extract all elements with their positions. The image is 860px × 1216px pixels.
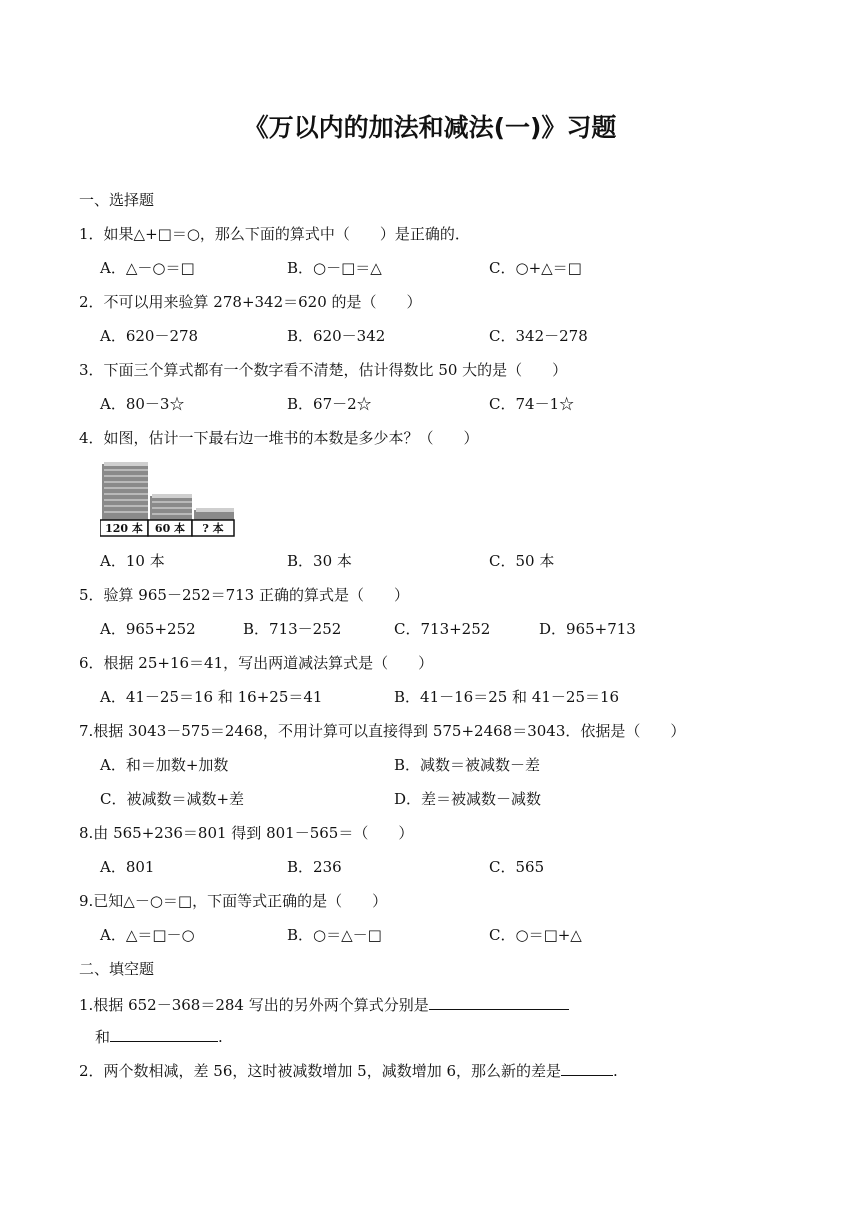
section-heading-fill: 二、填空题: [79, 960, 155, 978]
q3-option-b: B．67－2☆: [287, 395, 372, 413]
q3-option-c: C．74－1☆: [489, 395, 575, 413]
q8-option-a: A．801: [100, 858, 155, 876]
question-5: 5．验算 965－252＝713 正确的算式是（ ）: [79, 586, 409, 604]
book-stacks-figure: [100, 460, 236, 540]
stack-label-120: 120 本: [105, 522, 143, 535]
stack-label-unknown: ? 本: [202, 522, 224, 535]
book-stack-60: [148, 494, 192, 536]
book-stack-120: [100, 462, 148, 536]
fill-1-blank-1[interactable]: [429, 993, 569, 1010]
q7-option-c: C．被减数＝减数+差: [100, 790, 245, 808]
q4-option-a: A．10 本: [100, 552, 165, 570]
q4-option-b: B．30 本: [287, 552, 352, 570]
q3-option-a: A．80－3☆: [100, 395, 185, 413]
question-7: 7.根据 3043－575＝2468，不用计算可以直接得到 575+2468＝3043．依据是（ ）: [79, 722, 686, 740]
q5-option-d: D．965+713: [539, 620, 636, 638]
q6-option-a: A．41－25＝16 和 16+25＝41: [100, 688, 323, 706]
fill-1-blank-2[interactable]: [110, 1025, 218, 1042]
q9-option-c: C．○＝□+△: [489, 926, 582, 944]
q5-option-a: A．965+252: [100, 620, 196, 638]
q2-option-b: B．620－342: [287, 327, 386, 345]
fill-question-2: [79, 1059, 618, 1081]
q8-option-c: C．565: [489, 858, 545, 876]
q6-option-b: B．41－16＝25 和 41－25＝16: [394, 688, 620, 706]
q2-option-c: C．342－278: [489, 327, 588, 345]
q4-option-c: C．50 本: [489, 552, 555, 570]
q7-option-d: D．差＝被减数－减数: [394, 790, 542, 808]
question-9: 9.已知△－○＝□，下面等式正确的是（ ）: [79, 892, 388, 910]
fill-2-end: .: [613, 1062, 618, 1080]
question-8: 8.由 565+236＝801 得到 801－565＝（ ）: [79, 824, 414, 842]
fill-question-1: [79, 993, 569, 1015]
q5-option-b: B．713－252: [243, 620, 342, 638]
question-6: 6．根据 25+16＝41，写出两道减法算式是（ ）: [79, 654, 434, 672]
book-stack-unknown: [192, 508, 234, 536]
fill-1-text: 1.根据 652－368＝284 写出的另外两个算式分别是: [79, 996, 429, 1014]
fill-1-and: 和: [95, 1028, 111, 1046]
fill-2-blank[interactable]: [561, 1059, 613, 1076]
fill-1-end: .: [218, 1028, 223, 1046]
question-1: 1．如果△+□＝○，那么下面的算式中（ ）是正确的．: [79, 225, 470, 243]
question-4: 4．如图，估计一下最右边一堆书的本数是多少本？（ ）: [79, 429, 479, 447]
q2-option-a: A．620－278: [100, 327, 199, 345]
q1-option-b: B．○－□＝△: [287, 259, 382, 277]
q7-option-b: B．减数＝被减数－差: [394, 756, 541, 774]
q5-option-c: C．713+252: [394, 620, 491, 638]
fill-2-text: 2．两个数相减，差 56，这时被减数增加 5，减数增加 6，那么新的差是: [79, 1062, 562, 1080]
q8-option-b: B．236: [287, 858, 342, 876]
q7-option-a: A．和＝加数+加数: [100, 756, 229, 774]
q1-option-a: A．△－○＝□: [100, 259, 195, 277]
section-heading-choice: 一、选择题: [79, 191, 155, 209]
page-title: 《万以内的加法和减法(一)》习题: [243, 113, 617, 142]
q1-option-c: C．○+△＝□: [489, 259, 582, 277]
question-3: 3．下面三个算式都有一个数字看不清楚，估计得数比 50 大的是（ ）: [79, 361, 568, 379]
q9-option-a: A．△＝□－○: [100, 926, 195, 944]
q9-option-b: B．○＝△－□: [287, 926, 382, 944]
fill-question-1-cont: [95, 1025, 223, 1047]
stack-label-60: 60 本: [154, 522, 186, 535]
question-2: 2．不可以用来验算 278+342＝620 的是（ ）: [79, 293, 422, 311]
